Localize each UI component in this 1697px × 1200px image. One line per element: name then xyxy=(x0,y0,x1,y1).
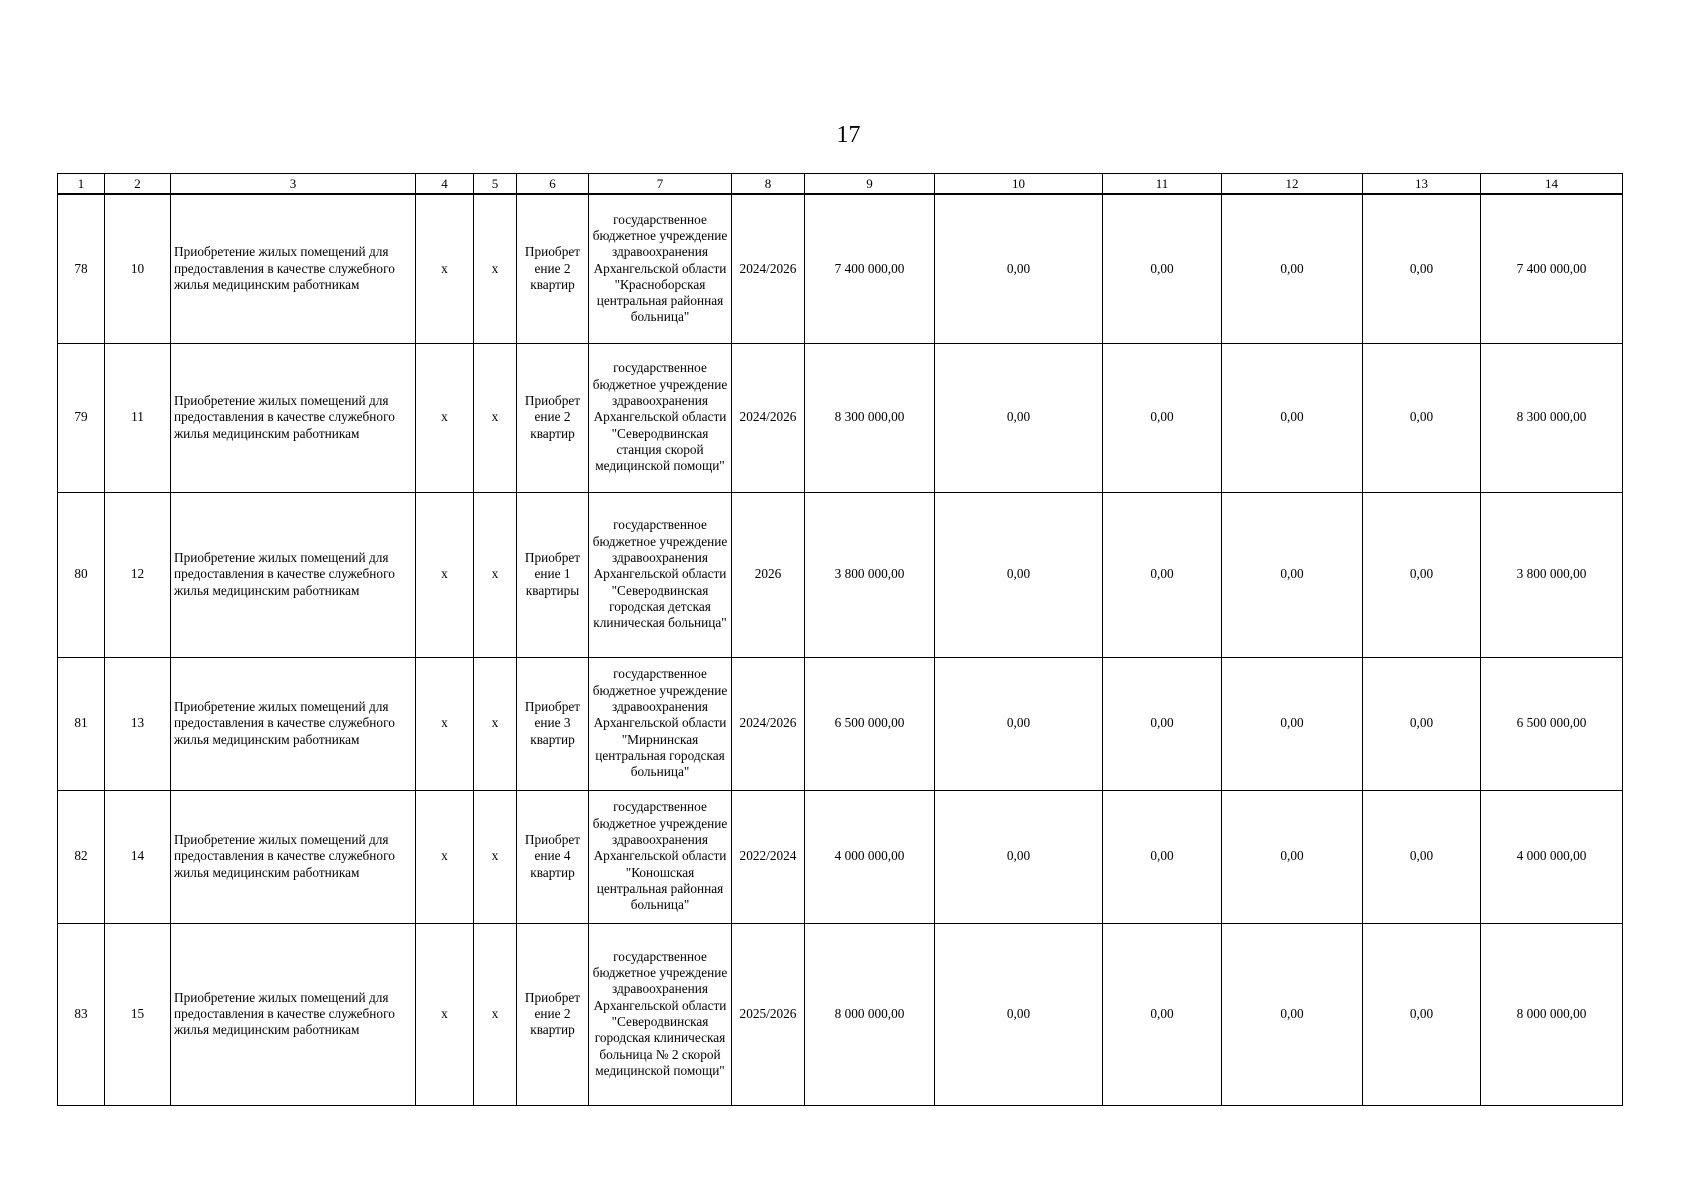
organization: государственное бюджетное учреждение здравоохранения Архангельской области "Мирнинская центральная городская больница" xyxy=(589,657,732,790)
amount-col-10: 0,00 xyxy=(935,492,1103,657)
amount-col-11: 0,00 xyxy=(1103,492,1222,657)
amount-col-14: 6 500 000,00 xyxy=(1481,657,1623,790)
period: 2024/2026 xyxy=(732,657,805,790)
table-row xyxy=(58,194,1623,343)
amount-col-14: 8 300 000,00 xyxy=(1481,343,1623,492)
measure-name: Приобретение жилых помещений для предоставления в качестве служебного жилья медицинским работникам xyxy=(171,657,416,790)
amount-col-14: 4 000 000,00 xyxy=(1481,790,1623,923)
column-number: 2 xyxy=(105,174,171,195)
organization: государственное бюджетное учреждение здравоохранения Архангельской области "Северодвинская городская клиническая больница № 2 скорой медицинской помощи" xyxy=(589,923,732,1105)
result-text: Приобрет ение 2 квартир xyxy=(517,343,589,492)
organization: государственное бюджетное учреждение здравоохранения Архангельской области "Северодвинская городская детская клиническая больница" xyxy=(589,492,732,657)
period: 2025/2026 xyxy=(732,923,805,1105)
measure-name: Приобретение жилых помещений для предоставления в качестве служебного жилья медицинским работникам xyxy=(171,790,416,923)
column-number: 12 xyxy=(1222,174,1363,195)
amount-col-11: 0,00 xyxy=(1103,194,1222,343)
amount-col-11: 0,00 xyxy=(1103,790,1222,923)
total-amount: 8 300 000,00 xyxy=(805,343,935,492)
amount-col-11: 0,00 xyxy=(1103,343,1222,492)
column-number: 9 xyxy=(805,174,935,195)
measure-name: Приобретение жилых помещений для предоставления в качестве служебного жилья медицинским работникам xyxy=(171,343,416,492)
row-number: 83 xyxy=(58,923,105,1105)
amount-col-11: 0,00 xyxy=(1103,657,1222,790)
sub-number: 12 xyxy=(105,492,171,657)
column-number: 1 xyxy=(58,174,105,195)
amount-col-12: 0,00 xyxy=(1222,194,1363,343)
amount-col-11: 0,00 xyxy=(1103,923,1222,1105)
amount-col-13: 0,00 xyxy=(1363,657,1481,790)
organization: государственное бюджетное учреждение здравоохранения Архангельской области "Северодвинская станция скорой медицинской помощи" xyxy=(589,343,732,492)
amount-col-13: 0,00 xyxy=(1363,194,1481,343)
column-number: 3 xyxy=(171,174,416,195)
table-row xyxy=(58,790,1623,923)
amount-col-12: 0,00 xyxy=(1222,492,1363,657)
organization: государственное бюджетное учреждение здравоохранения Архангельской области "Коношская центральная районная больница" xyxy=(589,790,732,923)
amount-col-12: 0,00 xyxy=(1222,657,1363,790)
sub-number: 10 xyxy=(105,194,171,343)
amount-col-10: 0,00 xyxy=(935,657,1103,790)
result-text: Приобрет ение 1 квартиры xyxy=(517,492,589,657)
total-amount: 8 000 000,00 xyxy=(805,923,935,1105)
page-number: 17 xyxy=(836,122,861,148)
column-number: 4 xyxy=(416,174,474,195)
row-number: 81 xyxy=(58,657,105,790)
period: 2024/2026 xyxy=(732,343,805,492)
result-text: Приобрет ение 4 квартир xyxy=(517,790,589,923)
col-4-value: x xyxy=(416,194,474,343)
column-number: 13 xyxy=(1363,174,1481,195)
organization: государственное бюджетное учреждение здравоохранения Архангельской области "Красноборская центральная районная больница" xyxy=(589,194,732,343)
sub-number: 11 xyxy=(105,343,171,492)
col-5-value: x xyxy=(474,194,517,343)
col-4-value: x xyxy=(416,923,474,1105)
row-number: 78 xyxy=(58,194,105,343)
sub-number: 15 xyxy=(105,923,171,1105)
column-number: 7 xyxy=(589,174,732,195)
column-number: 8 xyxy=(732,174,805,195)
amount-col-14: 8 000 000,00 xyxy=(1481,923,1623,1105)
sub-number: 13 xyxy=(105,657,171,790)
column-number: 6 xyxy=(517,174,589,195)
row-number: 80 xyxy=(58,492,105,657)
amount-col-13: 0,00 xyxy=(1363,790,1481,923)
col-5-value: x xyxy=(474,923,517,1105)
table-row xyxy=(58,492,1623,657)
col-4-value: x xyxy=(416,657,474,790)
program-table xyxy=(57,173,1623,1106)
column-number: 11 xyxy=(1103,174,1222,195)
amount-col-10: 0,00 xyxy=(935,923,1103,1105)
total-amount: 3 800 000,00 xyxy=(805,492,935,657)
total-amount: 4 000 000,00 xyxy=(805,790,935,923)
amount-col-10: 0,00 xyxy=(935,343,1103,492)
period: 2026 xyxy=(732,492,805,657)
measure-name: Приобретение жилых помещений для предоставления в качестве служебного жилья медицинским работникам xyxy=(171,492,416,657)
amount-col-12: 0,00 xyxy=(1222,923,1363,1105)
table-row xyxy=(58,343,1623,492)
table-row xyxy=(58,657,1623,790)
amount-col-12: 0,00 xyxy=(1222,790,1363,923)
period: 2022/2024 xyxy=(732,790,805,923)
col-5-value: x xyxy=(474,657,517,790)
amount-col-14: 7 400 000,00 xyxy=(1481,194,1623,343)
result-text: Приобрет ение 3 квартир xyxy=(517,657,589,790)
col-4-value: x xyxy=(416,790,474,923)
period: 2024/2026 xyxy=(732,194,805,343)
col-5-value: x xyxy=(474,343,517,492)
result-text: Приобрет ение 2 квартир xyxy=(517,923,589,1105)
amount-col-13: 0,00 xyxy=(1363,343,1481,492)
amount-col-10: 0,00 xyxy=(935,790,1103,923)
column-number: 14 xyxy=(1481,174,1623,195)
amount-col-10: 0,00 xyxy=(935,194,1103,343)
row-number: 79 xyxy=(58,343,105,492)
sub-number: 14 xyxy=(105,790,171,923)
column-number-row xyxy=(58,174,1623,195)
column-number: 5 xyxy=(474,174,517,195)
amount-col-13: 0,00 xyxy=(1363,923,1481,1105)
column-number: 10 xyxy=(935,174,1103,195)
table-row xyxy=(58,923,1623,1105)
amount-col-14: 3 800 000,00 xyxy=(1481,492,1623,657)
result-text: Приобрет ение 2 квартир xyxy=(517,194,589,343)
amount-col-13: 0,00 xyxy=(1363,492,1481,657)
total-amount: 6 500 000,00 xyxy=(805,657,935,790)
amount-col-12: 0,00 xyxy=(1222,343,1363,492)
col-5-value: x xyxy=(474,492,517,657)
col-5-value: x xyxy=(474,790,517,923)
total-amount: 7 400 000,00 xyxy=(805,194,935,343)
row-number: 82 xyxy=(58,790,105,923)
col-4-value: x xyxy=(416,343,474,492)
col-4-value: x xyxy=(416,492,474,657)
measure-name: Приобретение жилых помещений для предоставления в качестве служебного жилья медицинским работникам xyxy=(171,923,416,1105)
measure-name: Приобретение жилых помещений для предоставления в качестве служебного жилья медицинским работникам xyxy=(171,194,416,343)
